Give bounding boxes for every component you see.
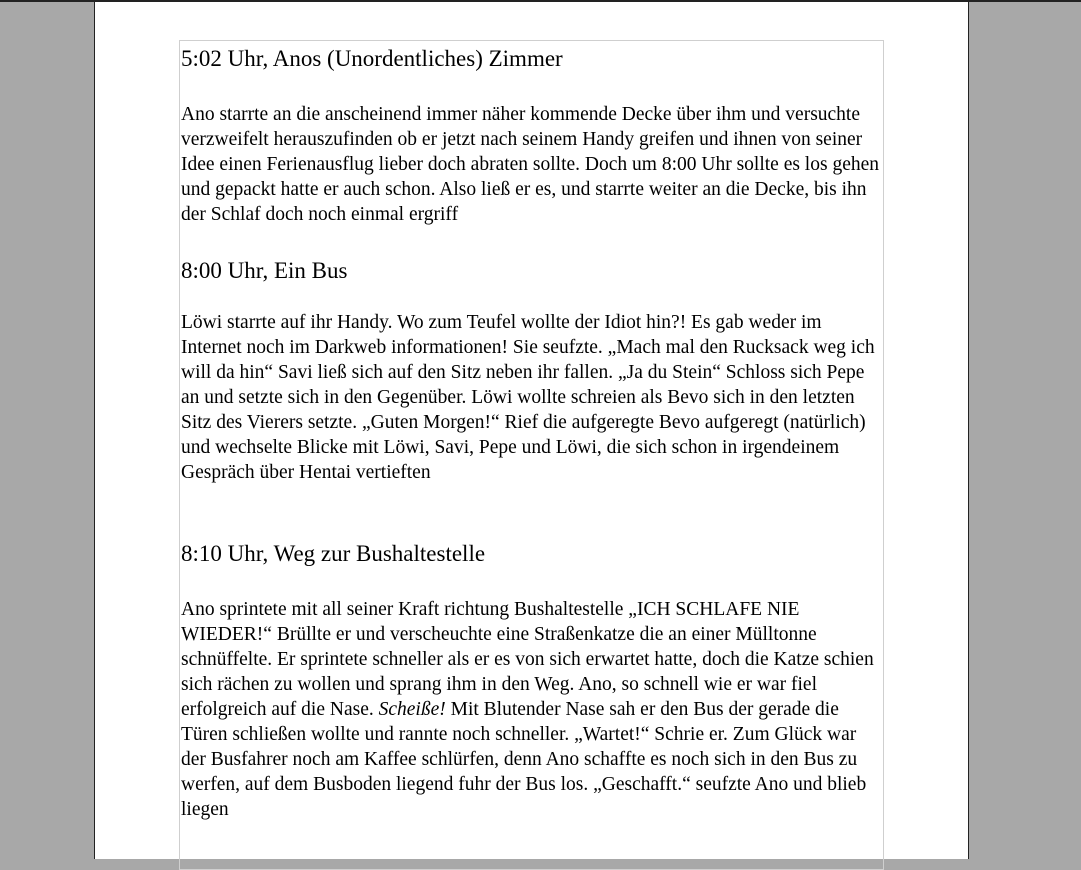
document-content xyxy=(179,40,884,870)
section-paragraph-3 xyxy=(181,597,886,822)
italic-text: Scheiße! xyxy=(378,699,446,720)
section-heading-1: 5:02 Uhr, Anos (Unordentliches) Zimmer xyxy=(181,46,563,71)
section-paragraph-2: Löwi starrte auf ihr Handy. Wo zum Teufel wollte der Idiot hin?! Es gab weder im Internet noch im Darkweb informationen! Sie seufzte. „Mach mal den Rucksack weg ich will da hin“ Savi ließ sich auf den Sitz neben ihr fallen. „Ja du Stein“ Schloss sich Pepe an und setzte sich in den Gegenüber. Löwi wollte schreien als Bevo sich in den letzten Sitz des Vierers setzte. „Guten Morgen!“ Rief die aufgeregte Bevo aufgeregt (natürlich) und wechselte Blicke mit Löwi, Savi, Pepe und Löwi, die sich schon in irgendeinem Gespräch über Hentai vertieften xyxy=(181,312,875,483)
paragraph-text: Mit Blutender Nase sah er den Bus der gerade die Türen schließen wollte und rannte noch schneller. „Wartet!“ Schrie er. Zum Glück war der Busfahrer noch am Kaffee schlürfen, denn Ano schaffte es noch sich in den Bus zu werfen, auf dem Busboden liegend fuhr der Bus los. „Geschafft.“ seufzte Ano und blieb liegen xyxy=(181,699,867,820)
document-page xyxy=(94,2,969,859)
paragraph-text: Ano sprintete mit all seiner Kraft richtung Bushaltestelle „ICH SCHLAFE NIE WIEDER!“ Brüllte er und verscheuchte eine Straßenkatze die an einer Mülltonne schnüffelte. Er sprintete schneller als er es von sich erwartet hatte, doch die Katze schien sich rächen zu wollen und sprang ihm in den Weg. Ano, so schnell wie er war fiel erfolgreich auf die Nase. xyxy=(181,599,874,720)
section-heading-2: 8:00 Uhr, Ein Bus xyxy=(181,258,348,283)
section-paragraph-1: Ano starrte an die anscheinend immer näher kommende Decke über ihm und versuchte verzweifelt herauszufinden ob er jetzt nach seinem Handy greifen und ihnen von seiner Idee einen Ferienausflug lieber doch abraten sollte. Doch um 8:00 Uhr sollte es los gehen und gepackt hatte er auch schon. Also ließ er es, und starrte weiter an die Decke, bis ihn der Schlaf doch noch einmal ergriff xyxy=(181,104,880,225)
section-heading-3: 8:10 Uhr, Weg zur Bushaltestelle xyxy=(181,541,486,566)
